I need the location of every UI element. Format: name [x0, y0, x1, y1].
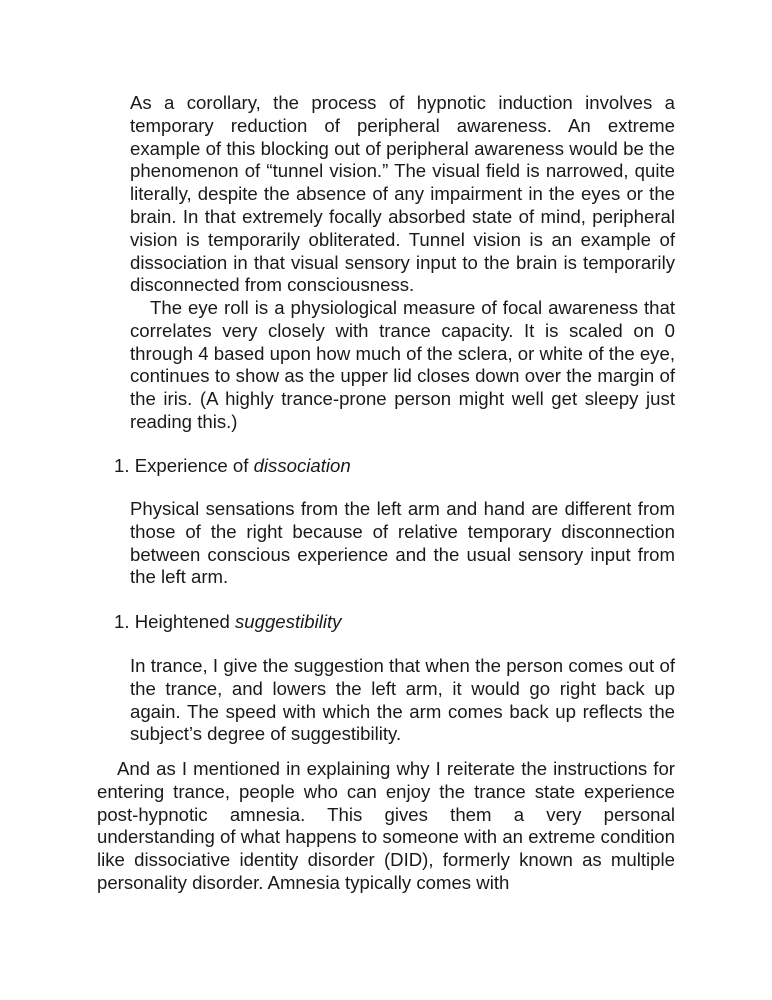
paragraph-amnesia: And as I mentioned in explaining why I reiterate the instructions for entering trance, people who can enjoy the trance state experience post-hypnotic amnesia. This gives them a very personal understanding of what happens to someone with an extreme condition like dissociative identity disorder (DID), formerly known as multiple personality disorder. Amnesia typically comes with — [97, 758, 675, 893]
list-heading-dissociation — [114, 455, 674, 478]
list-heading-text: Experience of — [134, 455, 249, 476]
list-number: 1. — [114, 455, 130, 476]
paragraph-eye-roll: The eye roll is a physiological measure of focal awareness that correlates very closely with trance capacity. It is scaled on 0 through 4 based upon how much of the sclera, or white of the eye, continues to show as the upper lid closes down over the margin of the iris. (A highly trance-prone person might well get sleepy just reading this.) — [130, 297, 675, 432]
list-number: 1. — [114, 611, 130, 632]
list-heading-text: Heightened — [134, 611, 230, 632]
list-heading-suggestibility — [114, 611, 674, 634]
paragraph-dissociation: Physical sensations from the left arm and hand are different from those of the right because of relative temporary disconnection between conscious experience and the usual sensory input from the left arm. — [130, 498, 675, 588]
paragraph-tunnel-vision: As a corollary, the process of hypnotic induction involves a temporary reduction of peripheral awareness. An extreme example of this blocking out of peripheral awareness would be the phenomenon of “tunnel vision.” The visual field is narrowed, quite literally, despite the absence of any impairment in the eyes or the brain. In that extremely focally absorbed state of mind, peripheral vision is temporarily obliterated. Tunnel vision is an example of dissociation in that visual sensory input to the brain is temporarily disconnected from consciousness. — [130, 92, 675, 296]
list-heading-italic: dissociation — [253, 455, 351, 476]
paragraph-suggestibility: In trance, I give the suggestion that when the person comes out of the trance, and lowers the left arm, it would go right back up again. The speed with which the arm comes back up reflects the subject’s degree of suggestibility. — [130, 655, 675, 745]
list-heading-italic: suggestibility — [234, 611, 342, 632]
